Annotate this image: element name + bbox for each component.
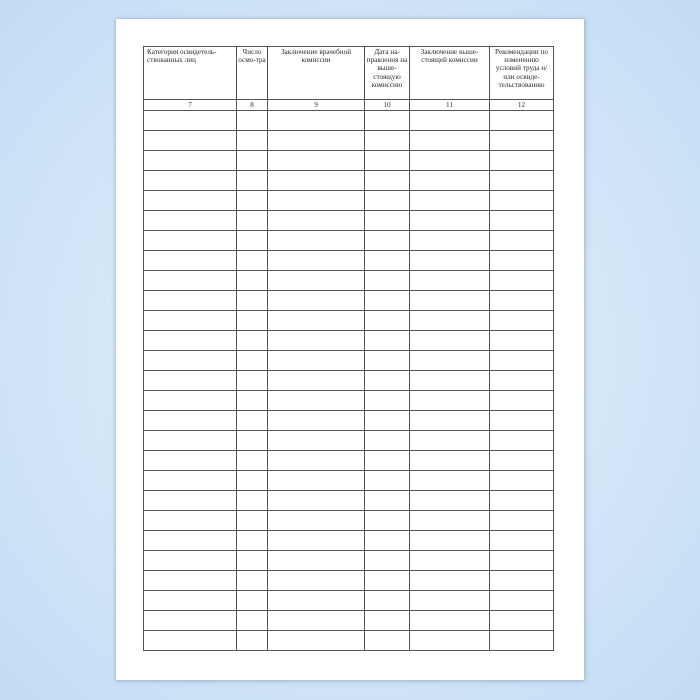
table-cell [365,231,410,251]
table-row [144,471,554,491]
table-row [144,291,554,311]
table-cell [144,471,237,491]
table-cell [237,331,268,351]
table-cell [410,471,490,491]
header-commission-conclusion: Заключение врачебной комиссии [268,47,365,100]
table-cell [237,391,268,411]
table-cell [237,311,268,331]
table-cell [410,211,490,231]
table-cell [410,251,490,271]
table-cell [490,231,554,251]
table-cell [490,271,554,291]
table-cell [268,431,365,451]
table-row [144,191,554,211]
table-cell [144,591,237,611]
table-cell [410,231,490,251]
table-cell [410,551,490,571]
table-cell [490,311,554,331]
table-cell [490,291,554,311]
table-cell [268,111,365,131]
table-cell [268,631,365,651]
table-cell [365,571,410,591]
table-cell [490,371,554,391]
table-cell [144,571,237,591]
table-row [144,371,554,391]
table-cell [237,131,268,151]
table-cell [490,191,554,211]
table-cell [365,591,410,611]
table-cell [237,171,268,191]
table-cell [365,351,410,371]
table-cell [144,111,237,131]
column-number: 7 [144,100,237,111]
table-row [144,331,554,351]
table-cell [144,211,237,231]
table-cell [268,231,365,251]
table-cell [490,571,554,591]
table-cell [490,211,554,231]
form-sheet [116,19,584,680]
table-cell [410,491,490,511]
table-cell [144,411,237,431]
table-cell [268,451,365,471]
table-cell [237,251,268,271]
table-cell [237,631,268,651]
table-cell [365,551,410,571]
table-cell [410,451,490,471]
table-cell [365,271,410,291]
table-cell [144,351,237,371]
table-cell [268,411,365,431]
table-cell [410,171,490,191]
table-cell [144,311,237,331]
header-higher-commission: Заключение выше-стоящей комиссии [410,47,490,100]
table-cell [365,431,410,451]
table-cell [490,491,554,511]
table-cell [365,391,410,411]
table-cell [268,531,365,551]
table-cell [410,111,490,131]
table-cell [365,311,410,331]
table-cell [365,171,410,191]
table-cell [410,391,490,411]
table-cell [144,331,237,351]
table-cell [237,271,268,291]
table-cell [144,191,237,211]
column-number: 8 [237,100,268,111]
table-cell [365,371,410,391]
table-cell [237,591,268,611]
table-cell [410,591,490,611]
table-cell [490,411,554,431]
table-cell [365,491,410,511]
table-cell [144,531,237,551]
table-cell [144,511,237,531]
table-cell [365,151,410,171]
table-cell [490,131,554,151]
table-cell [144,611,237,631]
table-cell [237,571,268,591]
table-row [144,411,554,431]
table-cell [144,231,237,251]
table-cell [144,631,237,651]
table-cell [237,511,268,531]
table-cell [144,131,237,151]
table-row [144,151,554,171]
table-cell [410,411,490,431]
table-cell [410,291,490,311]
table-row [144,131,554,151]
table-cell [237,531,268,551]
table-cell [144,291,237,311]
header-category: Категория освидетель-ствованных лиц [144,47,237,100]
table-cell [268,131,365,151]
table-cell [268,331,365,351]
table-cell [268,571,365,591]
table-cell [237,191,268,211]
table-cell [268,291,365,311]
table-cell [410,431,490,451]
table-cell [237,371,268,391]
table-cell [365,451,410,471]
table-row [144,551,554,571]
table-row [144,311,554,331]
table-cell [410,331,490,351]
table-cell [490,391,554,411]
table-cell [490,591,554,611]
table-row [144,611,554,631]
table-cell [144,251,237,271]
register-table [143,46,554,651]
table-cell [490,251,554,271]
table-cell [268,391,365,411]
table-cell [410,631,490,651]
table-cell [237,411,268,431]
table-cell [365,191,410,211]
column-number: 10 [365,100,410,111]
table-cell [237,551,268,571]
table-cell [268,351,365,371]
table-cell [237,431,268,451]
table-cell [410,131,490,151]
table-cell [144,431,237,451]
table-cell [237,351,268,371]
header-recommendations: Рекомендации по изменению условий труда и/или освиде-тельствованию [490,47,554,100]
table-cell [365,631,410,651]
table-row [144,531,554,551]
table-cell [410,271,490,291]
table-row [144,631,554,651]
table-cell [490,471,554,491]
table-cell [268,251,365,271]
table-cell [365,531,410,551]
table-cell [144,171,237,191]
table-cell [268,211,365,231]
table-cell [490,151,554,171]
table-cell [410,311,490,331]
table-row [144,271,554,291]
table-row [144,571,554,591]
table-cell [490,171,554,191]
table-cell [268,371,365,391]
table-cell [144,371,237,391]
table-cell [268,171,365,191]
table-cell [144,451,237,471]
table-row [144,351,554,371]
table-cell [365,611,410,631]
table-cell [144,151,237,171]
table-cell [237,231,268,251]
table-cell [410,571,490,591]
table-cell [410,151,490,171]
table-cell [410,191,490,211]
table-row [144,231,554,251]
table-cell [365,511,410,531]
table-cell [268,611,365,631]
table-cell [410,371,490,391]
table-cell [144,491,237,511]
table-cell [144,551,237,571]
table-cell [268,471,365,491]
table-cell [144,391,237,411]
column-number: 11 [410,100,490,111]
table-row [144,251,554,271]
table-cell [365,291,410,311]
table-row [144,451,554,471]
table-cell [237,451,268,471]
table-cell [268,491,365,511]
table-cell [490,331,554,351]
header-referral-date: Дата на-правления на выше-стоящую комиссию [365,47,410,100]
table-cell [410,611,490,631]
table-cell [490,431,554,451]
table-row [144,491,554,511]
table-cell [490,531,554,551]
table-row [144,511,554,531]
table-cell [410,511,490,531]
table-cell [490,511,554,531]
table-cell [237,611,268,631]
header-row [144,47,554,100]
table-cell [365,331,410,351]
table-cell [237,491,268,511]
table-cell [268,511,365,531]
table-row [144,591,554,611]
table-cell [237,111,268,131]
table-cell [490,451,554,471]
table-cell [268,551,365,571]
table-cell [410,531,490,551]
column-number: 12 [490,100,554,111]
table-row [144,211,554,231]
table-cell [490,631,554,651]
table-cell [490,111,554,131]
table-cell [365,251,410,271]
table-cell [365,471,410,491]
table-cell [490,551,554,571]
table-body [144,111,554,651]
table-row [144,431,554,451]
header-exam-count: Число осмо-тра [237,47,268,100]
table-cell [237,291,268,311]
table-cell [268,191,365,211]
table-row [144,171,554,191]
table-row [144,111,554,131]
table-cell [268,271,365,291]
table-cell [365,211,410,231]
table-cell [490,351,554,371]
table-cell [365,111,410,131]
table-cell [144,271,237,291]
table-cell [268,151,365,171]
column-number: 9 [268,100,365,111]
column-number-row [144,100,554,111]
table-cell [268,311,365,331]
table-cell [237,211,268,231]
table-cell [365,411,410,431]
table-cell [268,591,365,611]
table-cell [237,151,268,171]
table-cell [410,351,490,371]
table-cell [490,611,554,631]
table-cell [365,131,410,151]
table-row [144,391,554,411]
table-cell [237,471,268,491]
